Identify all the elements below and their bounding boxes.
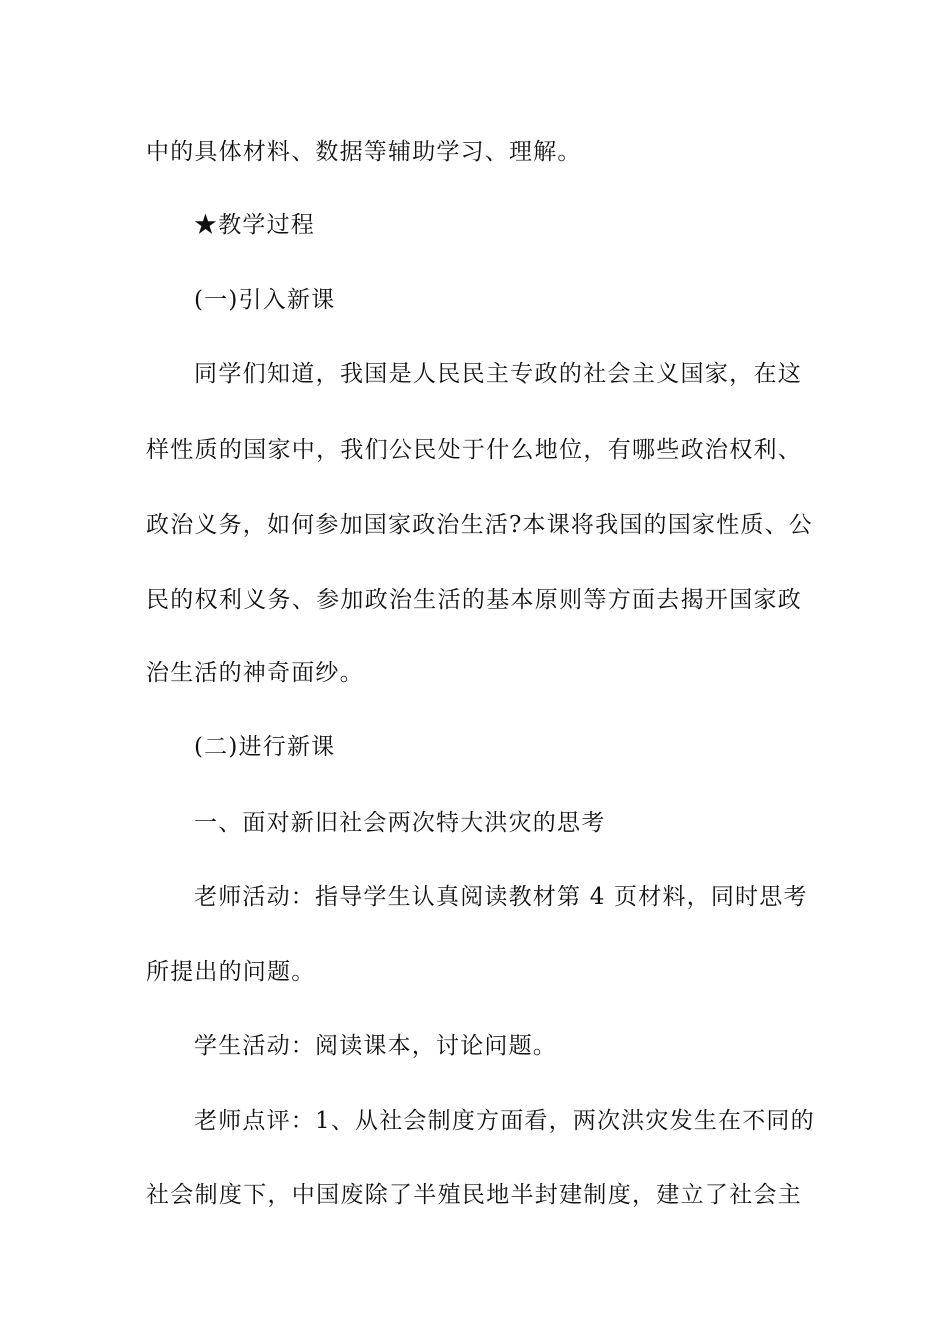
topic-heading-flood: 一、面对新旧社会两次特大洪灾的思考 xyxy=(194,810,606,836)
text-line-6: 政治义务，如何参加国家政治生活?本课将我国的国家性质、公 xyxy=(146,512,813,538)
text-line-4: 同学们知道，我国是人民民主专政的社会主义国家，在这 xyxy=(194,361,802,387)
teacher-activity-line: 老师活动：指导学生认真阅读教材第 4 页材料，同时思考 xyxy=(194,884,808,910)
text-line-8: 治生活的神奇面纱。 xyxy=(146,660,364,686)
section-heading-teaching-process: ★教学过程 xyxy=(194,212,315,238)
text-line-1: 中的具体材料、数据等辅助学习、理解。 xyxy=(146,139,582,165)
text-line-7: 民的权利义务、参加政治生活的基本原则等方面去揭开国家政 xyxy=(146,587,802,613)
text-line-15: 社会制度下，中国废除了半殖民地半封建制度，建立了社会主 xyxy=(146,1182,802,1208)
teacher-comment-line: 老师点评：1、从社会制度方面看，两次洪灾发生在不同的 xyxy=(194,1108,815,1134)
text-line-12: 所提出的问题。 xyxy=(146,959,316,985)
subheading-introduce-lesson: (一)引入新课 xyxy=(194,287,336,313)
text-line-5: 样性质的国家中，我们公民处于什么地位，有哪些政治权利、 xyxy=(146,437,802,463)
subheading-new-lesson: (二)进行新课 xyxy=(194,734,336,760)
student-activity-line: 学生活动：阅读课本，讨论问题。 xyxy=(194,1033,557,1059)
